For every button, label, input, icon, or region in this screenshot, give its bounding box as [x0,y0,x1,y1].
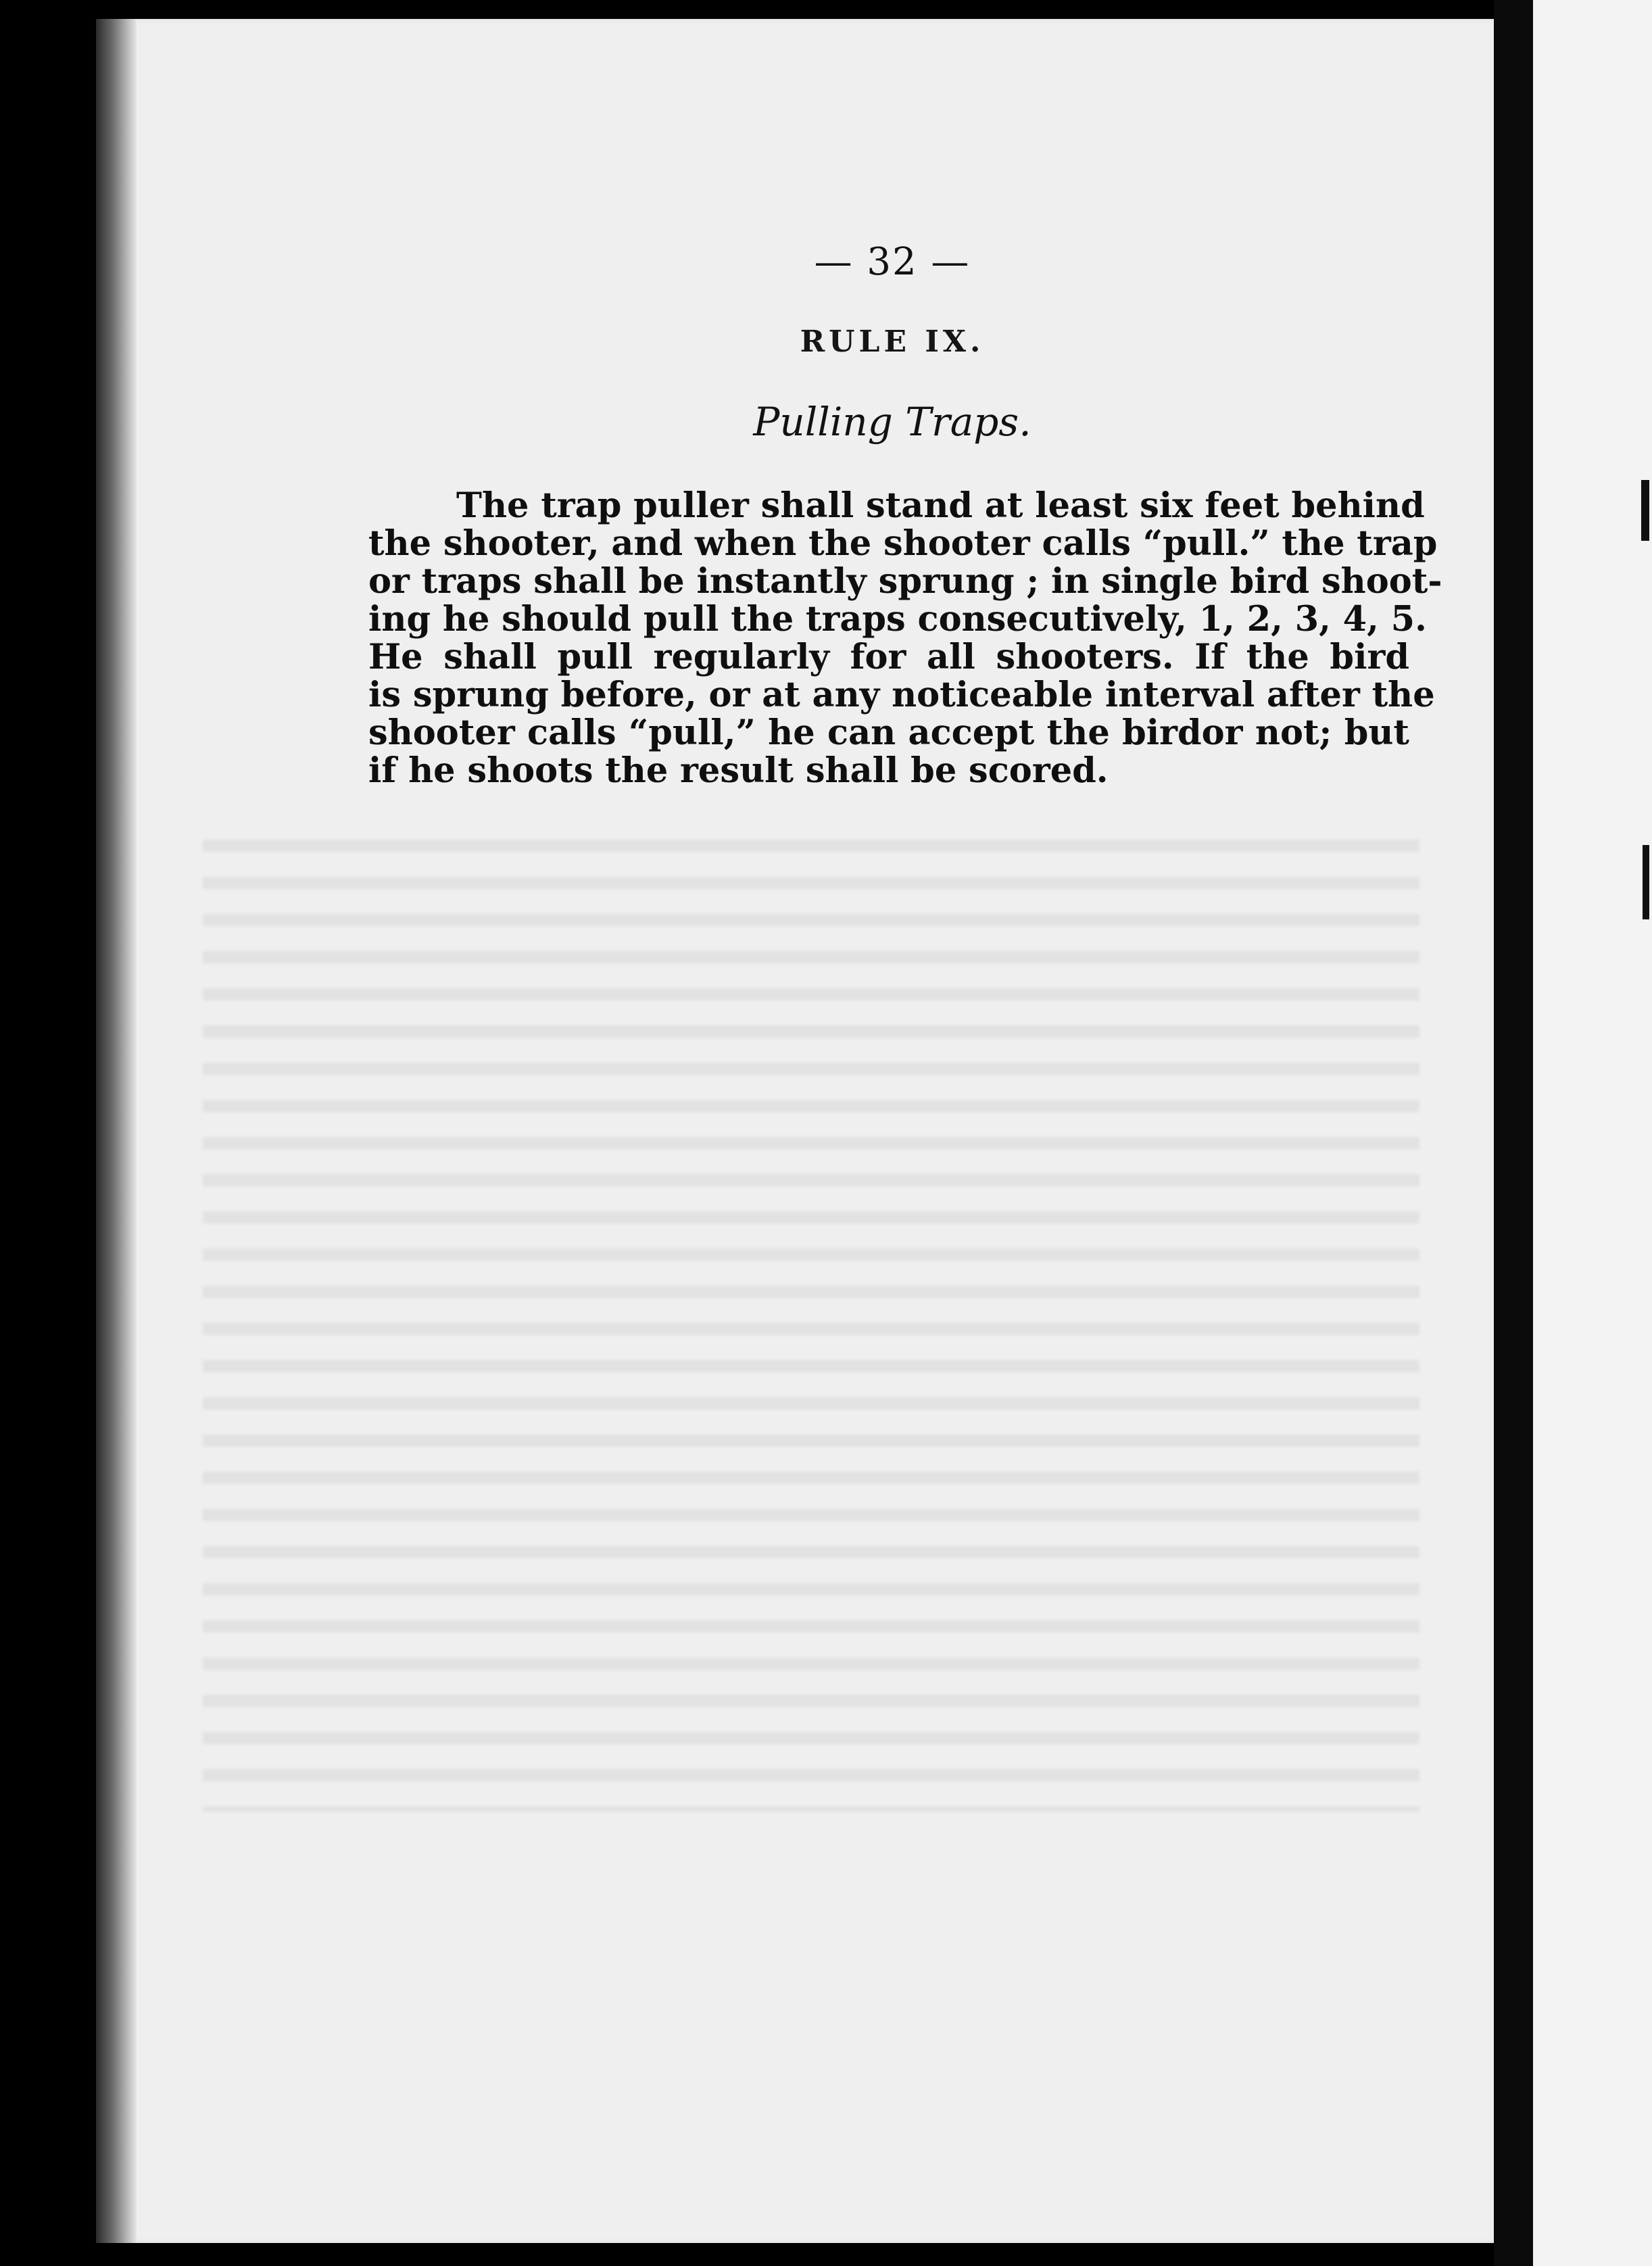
page-number: — 32 — [814,240,971,284]
paragraph-line: is sprung before, or at any noticeable interval after the [368,675,1435,715]
paragraph-line: The trap puller shall stand at least six feet behind [456,485,1425,526]
rule-body-paragraph [368,485,1442,791]
paragraph-line: if he shoots the result shall be scored. [368,750,1109,791]
rule-heading: RULE IX. [800,324,985,359]
paragraph-line: He shall pull regularly for all shooters. If the bird [368,637,1409,677]
paragraph-line: the shooter, and when the shooter calls “pull.” the trap [368,523,1438,564]
paragraph-line: ing he should pull the traps consecutively, 1, 2, 3, 4, 5. [368,599,1427,640]
paragraph-line: or traps shall be instantly sprung ; in single bird shoot- [368,561,1442,602]
rule-title: Pulling Traps. [753,399,1031,445]
paragraph-line: shooter calls “pull,” he can accept the birdor not; but [368,713,1409,753]
